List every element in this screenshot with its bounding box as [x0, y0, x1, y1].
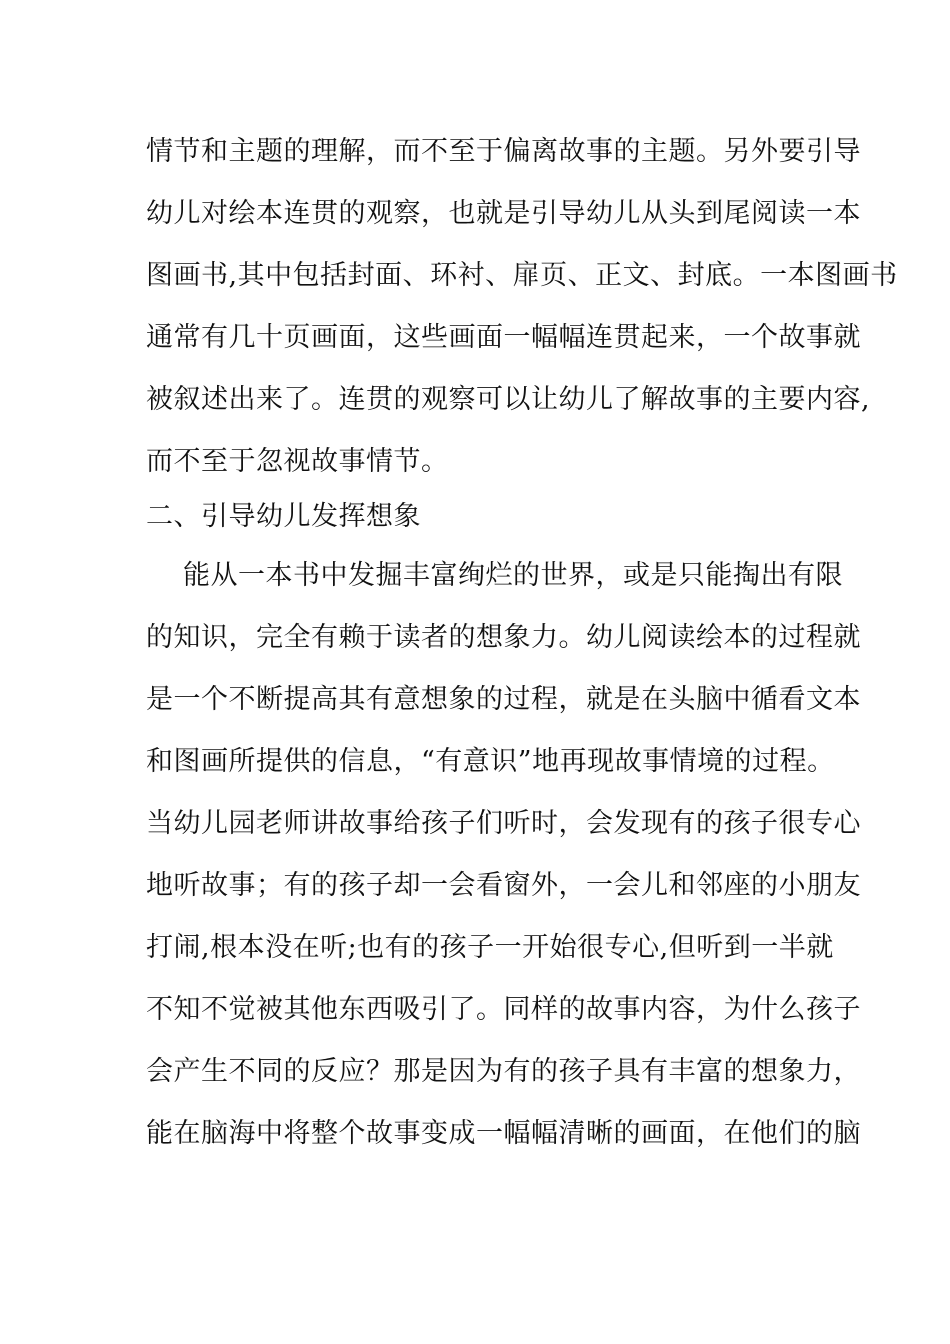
- text-line: 的知识，完全有赖于读者的想象力。幼儿阅读绘本的过程就: [146, 622, 861, 653]
- text-line: 是一个不断提高其有意想象的过程，就是在头脑中循看文本: [146, 684, 861, 715]
- text-line: 地听故事；有的孩子却一会看窗外，一会儿和邻座的小朋友: [146, 870, 861, 901]
- text-line: 图画书,其中包括封面、环衬、扉页、正文、封底。一本图画书: [146, 260, 898, 291]
- text-line: 幼儿对绘本连贯的观察，也就是引导幼儿从头到尾阅读一本: [146, 198, 861, 229]
- section-heading: 二、引导幼儿发挥想象: [146, 501, 421, 532]
- text-line: 会产生不同的反应？那是因为有的孩子具有丰富的想象力，: [146, 1056, 861, 1087]
- text-line: 不知不觉被其他东西吸引了。同样的故事内容，为什么孩子: [146, 994, 861, 1025]
- text-line: 被叙述出来了。连贯的观察可以让幼儿了解故事的主要内容,: [146, 384, 871, 415]
- text-line: 情节和主题的理解，而不至于偏离故事的主题。另外要引导: [146, 136, 861, 167]
- text-line: 打闹,根本没在听;也有的孩子一开始很专心,但听到一半就: [146, 932, 834, 963]
- text-line: 能在脑海中将整个故事变成一幅幅清晰的画面，在他们的脑: [146, 1118, 861, 1149]
- text-line: 当幼儿园老师讲故事给孩子们听时，会发现有的孩子很专心: [146, 808, 861, 839]
- text-line: 而不至于忽视故事情节。: [146, 446, 449, 477]
- text-line: 通常有几十页画面，这些画面一幅幅连贯起来，一个故事就: [146, 322, 861, 353]
- text-line: 和图画所提供的信息，“有意识”地再现故事情境的过程。: [146, 746, 835, 777]
- paragraph-first-line: 能从一本书中发掘丰富绚烂的世界，或是只能掏出有限: [183, 560, 843, 591]
